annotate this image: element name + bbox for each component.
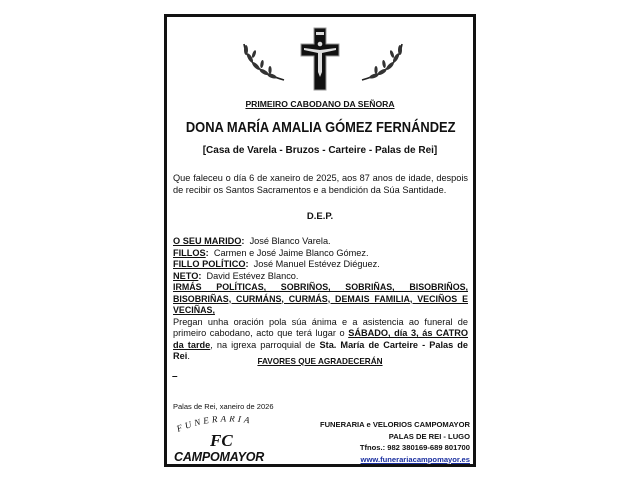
logo-monogram: FC <box>210 431 233 450</box>
deceased-residence: [Casa de Varela - Bruzos - Carteire - Palas de Rei] <box>202 145 438 156</box>
family-relatives: IRMÁS POLÍTICAS, SOBRIÑOS, SOBRIÑAS, BISOBRIÑOS, BISOBRIÑAS, CURMÁNS, CURMÁS, DEMAIS FAMILIA, VECIÑOS E VECIÑAS, <box>173 282 468 315</box>
funeral-church: Sta. María de Carteire - Palas de Rei <box>173 339 469 361</box>
funeral-home-info: FUNERARIA e VELORIOS CAMPOMAYOR PALAS DE REI - LUGO Tfnos.: 982 380169-689 801700 www.funerariacampomayor.es <box>319 420 470 464</box>
date-line: Palas de Rei, xaneiro de 2026 <box>173 402 274 411</box>
favores-label: FAVORES QUE AGRADECERÁN <box>257 357 383 366</box>
svg-text:FUNERARIA: FUNERARIA <box>175 416 254 432</box>
deceased-name: DONA MARÍA AMALIA GÓMEZ FERNÁNDEZ <box>185 119 456 136</box>
laurel-left-icon <box>240 42 286 84</box>
funeraria-logo <box>172 416 280 466</box>
family-spouse: O SEU MARIDO: José Blanco Varela. <box>173 236 331 246</box>
funeral-invitation: Pregan unha oración pola súa ánima e a asistencia ao funeral de primeiro cabodano, acto que terá lugar o SÁBADO, día 3, ás CATRO da tarde, na igrexa parroquial de Sta. María de Carteire - Palas de Rei. <box>173 316 469 361</box>
laurel-right-icon <box>360 42 406 84</box>
website-link[interactable]: www.funerariacampomayor.es <box>360 454 470 464</box>
death-statement: Que faleceu o día 6 de xaneiro de 2025, aos 87 anos de idade, despois de recibir os Santos Sacramentos e a bendición da Súa Santidade. <box>173 173 468 195</box>
dep-label: D.E.P. <box>306 211 334 222</box>
notice-subtitle: PRIMEIRO CABODANO DA SEÑORA <box>245 99 395 109</box>
crucifix-icon <box>300 27 340 91</box>
family-list <box>173 236 468 363</box>
funeral-date: SÁBADO, día 3, ás CATRO da tarde <box>173 328 469 350</box>
family-son-in-law: FILLO POLÍTICO: José Manuel Estévez Diéguez. <box>173 259 380 269</box>
family-grandson: NETO: David Estévez Blanco. <box>173 270 299 281</box>
family-children: FILLOS: Carmen e José Jaime Blanco Gómez. <box>173 247 369 258</box>
dash-mark: – <box>172 371 178 382</box>
logo-name: CAMPOMAYOR <box>174 450 265 464</box>
